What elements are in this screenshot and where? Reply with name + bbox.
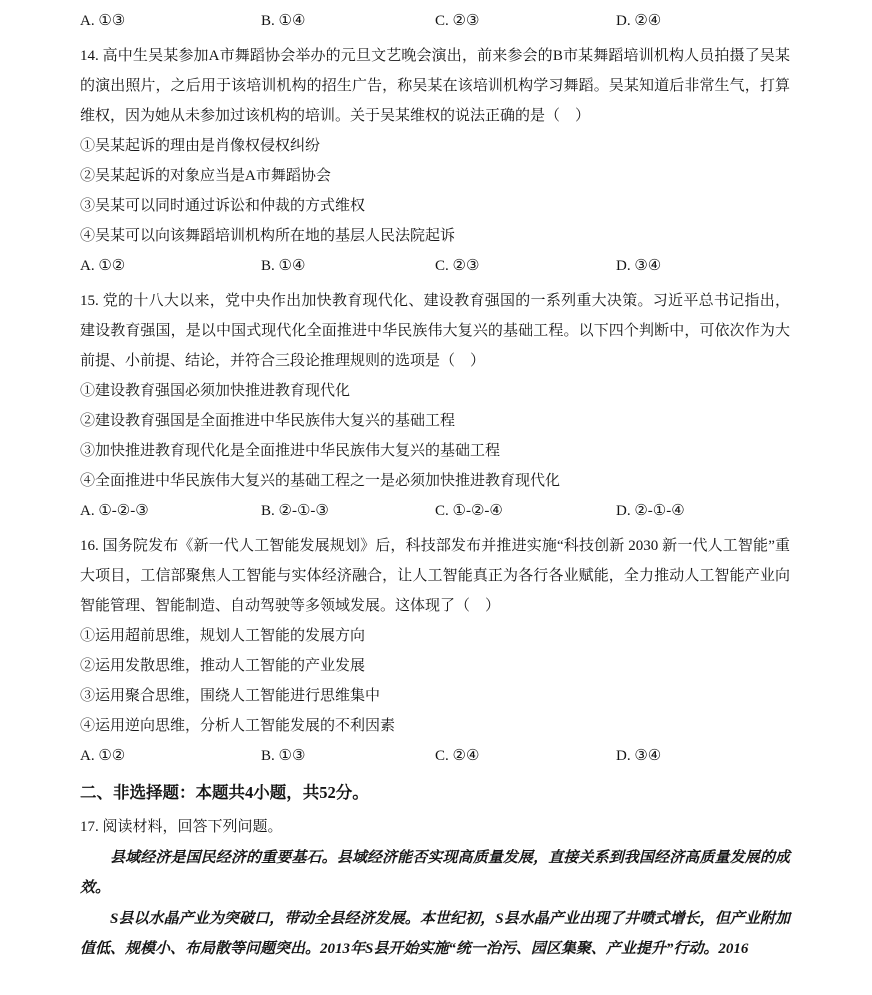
answer-choice: D. ③④ — [616, 258, 662, 274]
answer-choice: B. ①③ — [261, 748, 306, 764]
question-subitem: ②吴某起诉的对象应当是A市舞蹈协会 — [80, 168, 331, 184]
answer-choice: D. ②④ — [616, 13, 662, 29]
material-paragraph: S县以水晶产业为突破口，带动全县经济发展。本世纪初，S县水晶产业出现了井喷式增长，但产业附加值低、规模小、布局散等问题突出。2013年S县开始实施“统一治污、园区集聚、产业提升”行动。2016 — [80, 911, 790, 957]
answer-choice: A. ①② — [80, 748, 126, 764]
question-subitem: ④全面推进中华民族伟大复兴的基础工程之一是必须加快推进教育现代化 — [80, 473, 561, 489]
answer-choices-row — [80, 251, 790, 281]
answer-choice: A. ①③ — [80, 13, 126, 29]
question-subitem: ③吴某可以同时通过诉讼和仲裁的方式维权 — [80, 198, 366, 214]
answer-choices-row — [80, 496, 790, 526]
question-subitem: ①运用超前思维，规划人工智能的发展方向 — [80, 628, 366, 644]
answer-choice: B. ②-①-③ — [261, 503, 329, 519]
question-stem: 15. 党的十八大以来，党中央作出加快教育现代化、建设教育强国的一系列重大决策。习近平总书记指出，建设教育强国，是以中国式现代化全面推进中华民族伟大复兴的基础工程。以下四个判断中，可依次作为大前提、小前提、结论，并符合三段论推理规则的选项是（ ） — [80, 293, 790, 369]
question-subitem: ①建设教育强国必须加快推进教育现代化 — [80, 383, 351, 399]
document-body — [80, 6, 790, 964]
answer-choice: C. ②④ — [435, 748, 480, 764]
answer-choice: A. ①② — [80, 258, 126, 274]
question-subitem: ②建设教育强国是全面推进中华民族伟大复兴的基础工程 — [80, 413, 456, 429]
answer-choices-row — [80, 6, 790, 36]
question-instruction: 17. 阅读材料，回答下列问题。 — [80, 819, 283, 835]
answer-choice: B. ①④ — [261, 258, 306, 274]
answer-choice: B. ①④ — [261, 13, 306, 29]
question-subitem: ①吴某起诉的理由是肖像权侵权纠纷 — [80, 138, 321, 154]
question-subitem: ④吴某可以向该舞蹈培训机构所在地的基层人民法院起诉 — [80, 228, 456, 244]
material-paragraph: 县域经济是国民经济的重要基石。县域经济能否实现高质量发展，直接关系到我国经济高质量发展的成效。 — [80, 850, 790, 896]
answer-choices-row — [80, 741, 790, 771]
section-heading: 二、非选择题：本题共4小题，共52分。 — [80, 783, 369, 802]
question-stem: 16. 国务院发布《新一代人工智能发展规划》后，科技部发布并推进实施“科技创新 2030 新一代人工智能”重大项目，工信部聚焦人工智能与实体经济融合，让人工智能真正为各行各业赋能，全力推动人工智能产业向智能管理、智能制造、自动驾驶等多领域发展。这体现了（ ） — [80, 538, 790, 614]
answer-choice: A. ①-②-③ — [80, 503, 149, 519]
answer-choice: D. ③④ — [616, 748, 662, 764]
answer-choice: C. ②③ — [435, 13, 480, 29]
question-subitem: ④运用逆向思维，分析人工智能发展的不利因素 — [80, 718, 396, 734]
question-subitem: ③加快推进教育现代化是全面推进中华民族伟大复兴的基础工程 — [80, 443, 501, 459]
answer-choice: D. ②-①-④ — [616, 503, 685, 519]
question-subitem: ③运用聚合思维，围绕人工智能进行思维集中 — [80, 688, 381, 704]
question-subitem: ②运用发散思维，推动人工智能的产业发展 — [80, 658, 366, 674]
answer-choice: C. ②③ — [435, 258, 480, 274]
answer-choice: C. ①-②-④ — [435, 503, 503, 519]
question-stem: 14. 高中生吴某参加A市舞蹈协会举办的元旦文艺晚会演出，前来参会的B市某舞蹈培训机构人员拍摄了吴某的演出照片，之后用于该培训机构的招生广告，称吴某在该培训机构学习舞蹈。吴某知道后非常生气，打算维权，因为她从未参加过该机构的培训。关于吴某维权的说法正确的是（ ） — [80, 48, 790, 124]
